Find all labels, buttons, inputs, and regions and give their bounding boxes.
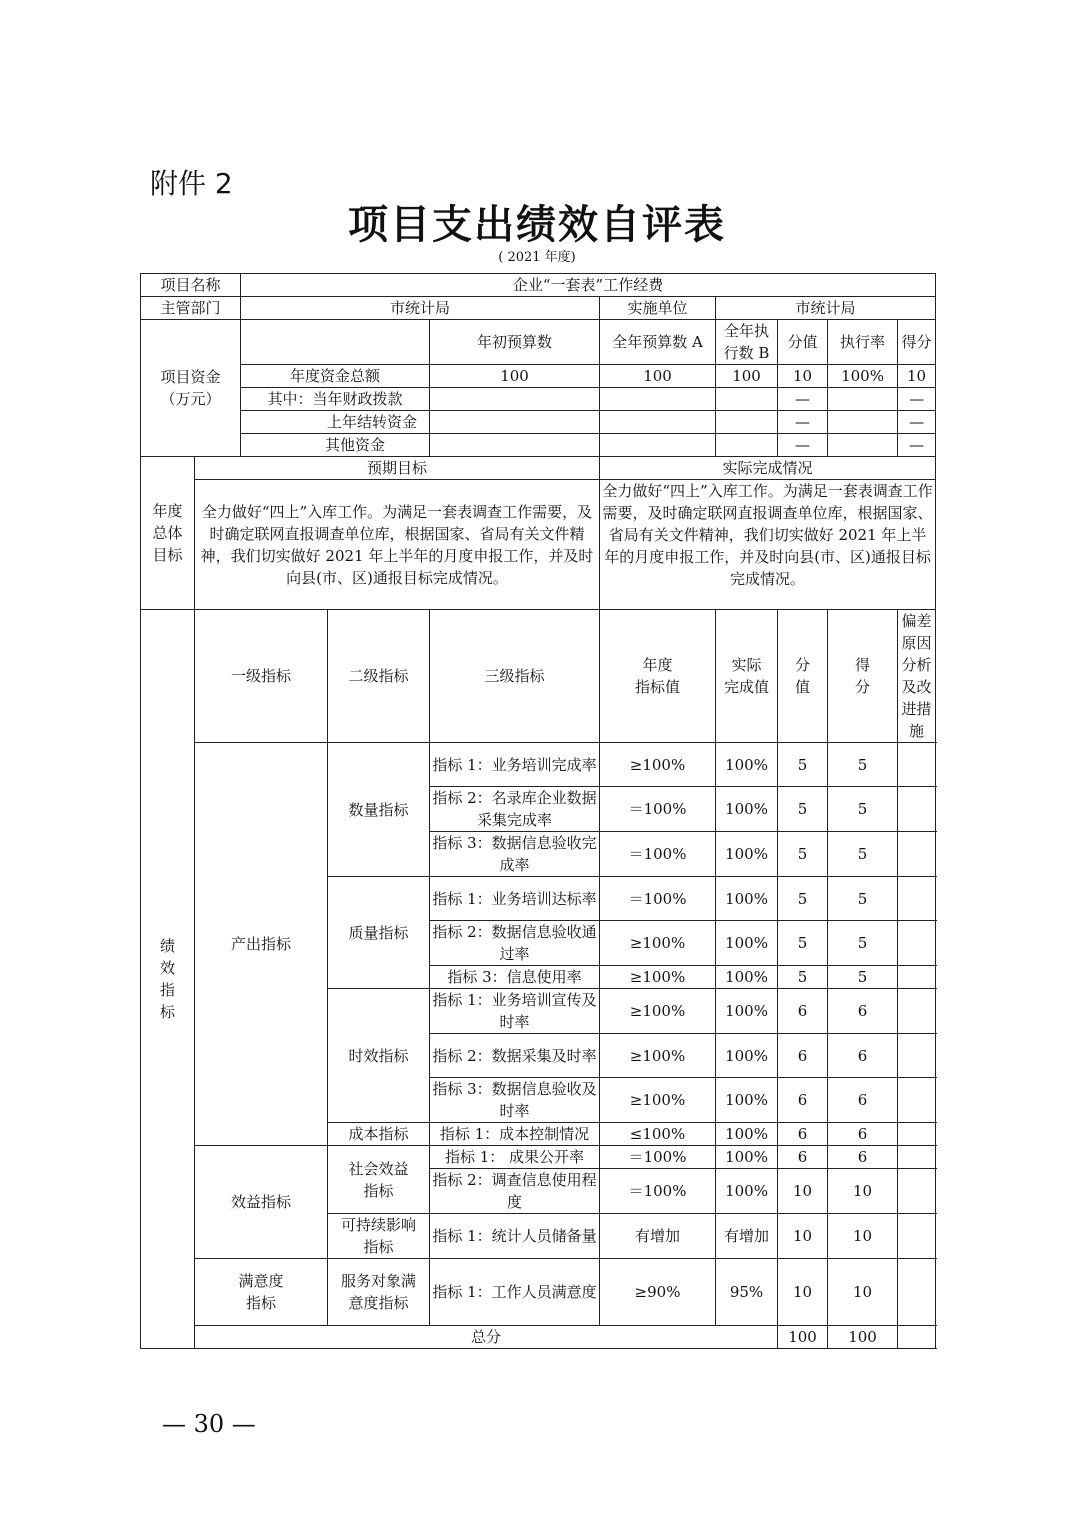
goals-label-line: 总体 xyxy=(152,524,183,542)
indicator-name: 指标 2：名录库企业数据采集完成率 xyxy=(430,787,600,832)
header-level1: 一级指标 xyxy=(195,610,328,743)
actual-completion-header: 实际完成情况 xyxy=(600,457,936,480)
funds-cell: — xyxy=(778,411,828,434)
indicator-name: 指标 1： 成果公开率 xyxy=(430,1146,600,1169)
indicator-target: ≥100% xyxy=(600,989,716,1034)
indicator-score: 5 xyxy=(778,966,828,989)
funds-row-label: 年度资金总额 xyxy=(241,365,430,388)
indicator-actual: 100% xyxy=(716,743,778,787)
indicator-reason xyxy=(898,921,936,966)
header-score-line1: 分 xyxy=(795,656,811,674)
indicator-score: 5 xyxy=(778,877,828,921)
header-got-line2: 分 xyxy=(855,678,871,696)
indicator-reason xyxy=(898,989,936,1034)
funds-row-label: 其中：当年财政拨款 xyxy=(241,388,430,411)
funds-cell xyxy=(430,411,600,434)
indicator-got: 5 xyxy=(828,743,898,787)
funds-cell xyxy=(828,434,898,457)
indicator-target: ≥100% xyxy=(600,743,716,787)
indicator-got: 5 xyxy=(828,877,898,921)
level2-sustain xyxy=(328,1214,430,1259)
level1-benefit: 效益指标 xyxy=(195,1146,328,1259)
goals-label-line: 目标 xyxy=(152,546,183,564)
funds-cell xyxy=(828,411,898,434)
funds-header-rate: 执行率 xyxy=(828,320,898,365)
funds-header-full-year: 全年预算数 A xyxy=(600,320,716,365)
indicator-got: 5 xyxy=(828,921,898,966)
indicator-got: 5 xyxy=(828,787,898,832)
funds-cell: — xyxy=(898,434,936,457)
funds-cell xyxy=(600,388,716,411)
perf-header-row xyxy=(141,610,936,743)
expected-goal-header: 预期目标 xyxy=(195,457,600,480)
level2-cost: 成本指标 xyxy=(328,1123,430,1146)
actual-completion-text: 全力做好“四上”入库工作。为满足一套表调查工作需要，及时确定联网直报调查单位库，根据国家、省局有关文件精神，我们切实做好 2021 年上半年的月度申报工作，并及时向县(市、区)通报目标完成情况。 xyxy=(600,480,936,610)
indicator-score: 10 xyxy=(778,1169,828,1214)
indicator-reason xyxy=(898,832,936,877)
indicator-name: 指标 1：业务培训达标率 xyxy=(430,877,600,921)
level2-quality: 质量指标 xyxy=(328,877,430,989)
indicator-score: 5 xyxy=(778,743,828,787)
funds-cell: 10 xyxy=(778,365,828,388)
funds-label-line1: 项目资金 xyxy=(160,368,221,386)
funds-cell xyxy=(600,411,716,434)
year-label: ( 2021 年度) xyxy=(498,250,576,265)
indicator-name: 指标 1：工作人员满意度 xyxy=(430,1259,600,1326)
indicator-name: 指标 3：信息使用率 xyxy=(430,966,600,989)
level2-service-line2: 意度指标 xyxy=(348,1294,409,1312)
perf-label xyxy=(141,610,195,1349)
indicator-row xyxy=(141,743,936,787)
department-value: 市统计局 xyxy=(241,297,600,320)
indicator-score: 6 xyxy=(778,1034,828,1078)
funds-cell xyxy=(600,434,716,457)
indicator-actual: 100% xyxy=(716,877,778,921)
funds-row xyxy=(141,388,936,411)
indicator-actual: 100% xyxy=(716,1123,778,1146)
funds-cell: 100% xyxy=(828,365,898,388)
indicator-name: 指标 2：数据信息验收通过率 xyxy=(430,921,600,966)
level1-satisfaction xyxy=(195,1259,328,1326)
indicator-name: 指标 3：数据信息验收完成率 xyxy=(430,832,600,877)
header-target xyxy=(600,610,716,743)
indicator-got: 10 xyxy=(828,1169,898,1214)
header-actual-line1: 实际 xyxy=(731,656,762,674)
indicator-reason xyxy=(898,1123,936,1146)
indicator-reason xyxy=(898,966,936,989)
total-got: 100 xyxy=(828,1326,898,1349)
header-got xyxy=(828,610,898,743)
goals-text-row xyxy=(141,480,936,610)
perf-label-char: 绩 xyxy=(159,937,175,955)
indicator-got: 6 xyxy=(828,1146,898,1169)
indicator-score: 6 xyxy=(778,1146,828,1169)
funds-header-initial: 年初预算数 xyxy=(430,320,600,365)
header-reason-line2: 及改进措施 xyxy=(901,678,932,740)
indicator-got: 5 xyxy=(828,832,898,877)
indicator-score: 5 xyxy=(778,832,828,877)
funds-row xyxy=(141,434,936,457)
indicator-got: 6 xyxy=(828,1034,898,1078)
indicator-score: 5 xyxy=(778,787,828,832)
header-target-line2: 指标值 xyxy=(635,678,681,696)
indicator-target: ≤100% xyxy=(600,1123,716,1146)
indicator-actual: 100% xyxy=(716,1078,778,1123)
indicator-actual: 100% xyxy=(716,921,778,966)
total-label: 总分 xyxy=(195,1326,778,1349)
level2-sustain-line2: 指标 xyxy=(363,1238,394,1256)
page-number: — 30 — xyxy=(162,1410,256,1438)
perf-label-char: 指 xyxy=(159,981,175,999)
indicator-got: 5 xyxy=(828,966,898,989)
header-got-line1: 得 xyxy=(855,656,871,674)
indicator-actual: 100% xyxy=(716,966,778,989)
header-reason xyxy=(898,610,936,743)
project-name-value: 企业“一套表”工作经费 xyxy=(241,274,936,297)
level2-timeliness: 时效指标 xyxy=(328,989,430,1123)
indicator-score: 5 xyxy=(778,921,828,966)
document-title: 项目支出绩效自评表 xyxy=(348,201,726,248)
goals-label xyxy=(141,457,195,610)
level1-output: 产出指标 xyxy=(195,743,328,1146)
funds-row-label: 其他资金 xyxy=(241,434,430,457)
funds-cell: 100 xyxy=(600,365,716,388)
indicator-score: 6 xyxy=(778,1078,828,1123)
funds-row xyxy=(141,411,936,434)
indicator-target: ≥100% xyxy=(600,966,716,989)
funds-cell xyxy=(430,434,600,457)
total-score: 100 xyxy=(778,1326,828,1349)
indicator-reason xyxy=(898,1034,936,1078)
indicator-reason xyxy=(898,743,936,787)
funds-cell xyxy=(430,388,600,411)
indicator-actual: 100% xyxy=(716,787,778,832)
funds-cell xyxy=(716,411,778,434)
indicator-reason xyxy=(898,1078,936,1123)
indicator-target: ＝100% xyxy=(600,787,716,832)
indicator-got: 10 xyxy=(828,1214,898,1259)
indicator-target: 有增加 xyxy=(600,1214,716,1259)
level2-service-line1: 服务对象满 xyxy=(341,1272,417,1290)
department-label: 主管部门 xyxy=(141,297,241,320)
indicator-name: 指标 3：数据信息验收及时率 xyxy=(430,1078,600,1123)
indicator-name: 指标 1：业务培训宣传及时率 xyxy=(430,989,600,1034)
funds-label xyxy=(141,320,241,457)
header-score-line2: 值 xyxy=(795,678,811,696)
indicator-actual: 100% xyxy=(716,989,778,1034)
perf-label-char: 标 xyxy=(159,1003,175,1021)
indicator-got: 10 xyxy=(828,1259,898,1326)
perf-label-char: 效 xyxy=(159,959,175,977)
level2-social-line1: 社会效益 xyxy=(348,1159,409,1178)
indicator-reason xyxy=(898,787,936,832)
funds-cell xyxy=(716,434,778,457)
level2-service xyxy=(328,1259,430,1326)
funds-cell: 100 xyxy=(430,365,600,388)
funds-cell: 10 xyxy=(898,365,936,388)
indicator-score: 10 xyxy=(778,1214,828,1259)
indicator-target: ≥90% xyxy=(600,1259,716,1326)
total-reason xyxy=(898,1326,936,1349)
level2-social-line2: 指标 xyxy=(363,1181,394,1200)
header-actual xyxy=(716,610,778,743)
level2-social xyxy=(328,1146,430,1214)
header-reason-line1: 偏差原因分析 xyxy=(901,612,932,674)
expected-goal-text: 全力做好“四上”入库工作。为满足一套表调查工作需要，及时确定联网直报调查单位库，根据国家、省局有关文件精神，我们切实做好 2021 年上半年的月度申报工作，并及时向县(市、区)通报目标完成情况。 xyxy=(195,480,600,610)
goals-header-row xyxy=(141,457,936,480)
funds-header-got: 得分 xyxy=(898,320,936,365)
implementer-value: 市统计局 xyxy=(716,297,936,320)
indicator-name: 指标 2：数据采集及时率 xyxy=(430,1034,600,1078)
funds-label-line2: （万元） xyxy=(160,390,221,408)
funds-cell xyxy=(828,388,898,411)
indicator-actual: 95% xyxy=(716,1259,778,1326)
project-name-label: 项目名称 xyxy=(141,274,241,297)
indicator-row xyxy=(141,1146,936,1169)
header-score xyxy=(778,610,828,743)
level2-sustain-line1: 可持续影响 xyxy=(341,1216,417,1234)
indicator-target: ≥100% xyxy=(600,1034,716,1078)
funds-cell: — xyxy=(898,388,936,411)
level1-satisfaction-line1: 满意度 xyxy=(238,1272,284,1290)
indicator-name: 指标 2：调查信息使用程度 xyxy=(430,1169,600,1214)
header-level2: 二级指标 xyxy=(328,610,430,743)
indicator-target: ＝100% xyxy=(600,832,716,877)
indicator-actual: 100% xyxy=(716,832,778,877)
project-name-row xyxy=(141,274,936,297)
indicator-got: 6 xyxy=(828,989,898,1034)
funds-cell: — xyxy=(778,388,828,411)
indicator-actual: 100% xyxy=(716,1034,778,1078)
indicator-name: 指标 1：业务培训完成率 xyxy=(430,743,600,787)
attachment-label: 附件 2 xyxy=(150,167,233,200)
indicator-got: 6 xyxy=(828,1123,898,1146)
implementer-label: 实施单位 xyxy=(600,297,716,320)
funds-row-label: 上年结转资金 xyxy=(241,411,430,434)
indicator-score: 6 xyxy=(778,989,828,1034)
indicator-reason xyxy=(898,1214,936,1259)
indicator-target: ≥100% xyxy=(600,921,716,966)
funds-cell: 100 xyxy=(716,365,778,388)
funds-header-row xyxy=(141,320,936,365)
indicator-row xyxy=(141,1259,936,1326)
self-evaluation-table xyxy=(140,273,936,1349)
funds-header-score: 分值 xyxy=(778,320,828,365)
funds-row xyxy=(141,365,936,388)
indicator-actual: 100% xyxy=(716,1169,778,1214)
indicator-target: ＝100% xyxy=(600,1169,716,1214)
header-level3: 三级指标 xyxy=(430,610,600,743)
indicator-actual: 有增加 xyxy=(716,1214,778,1259)
indicator-score: 10 xyxy=(778,1259,828,1326)
indicator-target: ≥100% xyxy=(600,1078,716,1123)
indicator-actual: 100% xyxy=(716,1146,778,1169)
indicator-got: 6 xyxy=(828,1078,898,1123)
indicator-name: 指标 1：统计人员储备量 xyxy=(430,1214,600,1259)
department-row xyxy=(141,297,936,320)
header-actual-line2: 完成值 xyxy=(724,678,770,696)
level1-satisfaction-line2: 指标 xyxy=(246,1294,277,1312)
indicator-score: 6 xyxy=(778,1123,828,1146)
indicator-target: ＝100% xyxy=(600,877,716,921)
funds-header-executed: 全年执行数 B xyxy=(716,320,778,365)
goals-label-line: 年度 xyxy=(152,502,183,520)
indicator-reason xyxy=(898,877,936,921)
funds-cell xyxy=(716,388,778,411)
header-target-line1: 年度 xyxy=(642,656,673,674)
level2-quantity: 数量指标 xyxy=(328,743,430,877)
indicator-name: 指标 1：成本控制情况 xyxy=(430,1123,600,1146)
indicator-reason xyxy=(898,1259,936,1326)
funds-cell: — xyxy=(778,434,828,457)
funds-header-blank xyxy=(241,320,430,365)
funds-cell: — xyxy=(898,411,936,434)
indicator-reason xyxy=(898,1169,936,1214)
indicator-reason xyxy=(898,1146,936,1169)
indicator-target: ＝100% xyxy=(600,1146,716,1169)
total-row xyxy=(141,1326,936,1349)
